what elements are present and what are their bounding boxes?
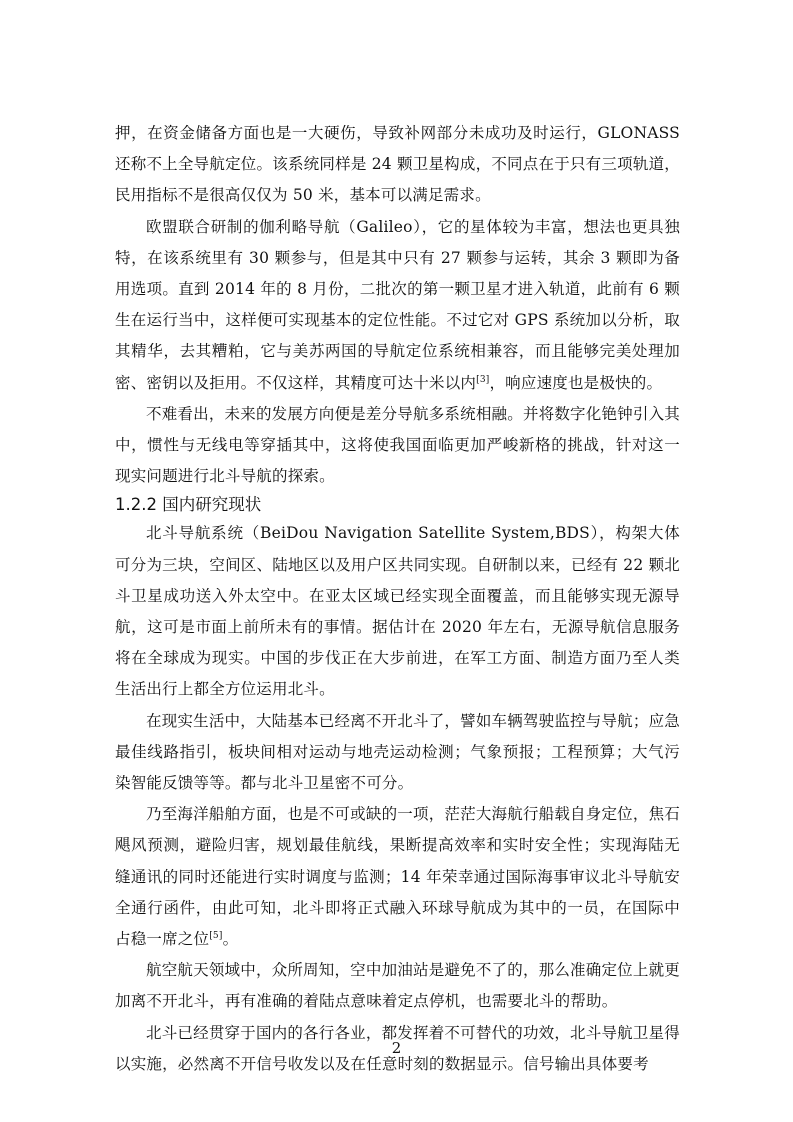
paragraph-text: 乃至海洋船舶方面，也是不可或缺的一项，茫茫大海航行船载自身定位，焦石飓风预测，避险归害，规划最佳航线，果断提高效率和实时安全性；实现海陆无缝通讯的同时还能进行实时调度与监测；14 年荣幸通过国际海事审议北斗导航安全通行函件，由此可知，北斗即将正式融入环球导航成为其中的一员，在国际中占稳一席之位 xyxy=(115,805,680,949)
paragraph-text: 北斗已经贯穿于国内的各行各业，都发挥着不可替代的功效，北斗导航卫星得以实施，必然离不开信号收发以及在任意时刻的数据显示。信号输出具体要考 xyxy=(115,1023,680,1073)
citation-ref: [5] xyxy=(209,930,223,941)
paragraph-glonass xyxy=(115,118,680,212)
paragraph-text: 不难看出，未来的发展方向便是差分导航多系统相融。并将数字化铯钟引入其中，惯性与无线电等穿插其中，这将使我国面临更加严峻新格的挑战，针对这一现实问题进行北斗导航的探索。 xyxy=(115,404,680,486)
paragraph-future-direction xyxy=(115,399,680,493)
paragraph-text: 航空航天领域中，众所周知，空中加油站是避免不了的，那么准确定位上就更加离不开北斗，再有准确的着陆点意味着定点停机，也需要北斗的帮助。 xyxy=(115,961,680,1011)
citation-ref: [3] xyxy=(476,374,490,385)
paragraph-beidou-intro xyxy=(115,518,680,705)
page-content xyxy=(115,118,680,1080)
paragraph-text: 北斗导航系统（BeiDou Navigation Satellite System,BDS），构架大体可分为三块，空间区、陆地区以及用户区共同实现。自研制以来，已经有 22 颗北斗卫星成功送入外太空中。在亚太区域已经实现全面覆盖，而且能够实现无源导航，这可是市面上前所未有的事情。据估计在 2020 年左右，无源导航信息服务将在全球成为现实。中国的步伐正在大步前进，在军工方面、制造方面乃至人类生活出行上都全方位运用北斗。 xyxy=(115,524,680,699)
section-heading: 1.2.2 国内研究现状 xyxy=(115,495,262,515)
paragraph-text: 在现实生活中，大陆基本已经离不开北斗了，譬如车辆驾驶监控与导航；应急最佳线路指引，板块间相对运动与地壳运动检测；气象预报；工程预算；大气污染智能反馈等等。都与北斗卫星密不可分。 xyxy=(115,711,680,793)
paragraph-text: 押，在资金储备方面也是一大硬伤，导致补网部分未成功及时运行，GLONASS还称不上全导航定位。该系统同样是 24 颗卫星构成，不同点在于只有三项轨道，民用指标不是很高仅仅为 50 米，基本可以满足需求。 xyxy=(115,124,680,205)
paragraph-marine xyxy=(115,799,680,955)
page-number: 2 xyxy=(391,1039,402,1057)
paragraph-text: 欧盟联合研制的伽利略导航（Galileo），它的星体较为丰富，想法也更具独特，在该系统里有 30 颗参与，但是其中只有 27 颗参与运转，其余 3 颗即为备用选项。直到 2014 年的 8 月份，二批次的第一颗卫星才进入轨道，此前有 6 颗生在运行当中，这样便可实现基本的定位性能。不过它对 GPS 系统加以分析，取其精华，去其糟粕，它与美苏两国的导航定位系统相兼容，而且能够完美处理加密、密钥以及拒用。不仅这样，其精度可达十米以内 xyxy=(115,217,680,392)
paragraph-daily-life xyxy=(115,706,680,800)
paragraph-text-tail: ，响应速度也是极快的。 xyxy=(489,373,663,392)
paragraph-galileo xyxy=(115,212,680,399)
paragraph-text-tail: 。 xyxy=(222,930,239,949)
paragraph-aerospace xyxy=(115,955,680,1017)
